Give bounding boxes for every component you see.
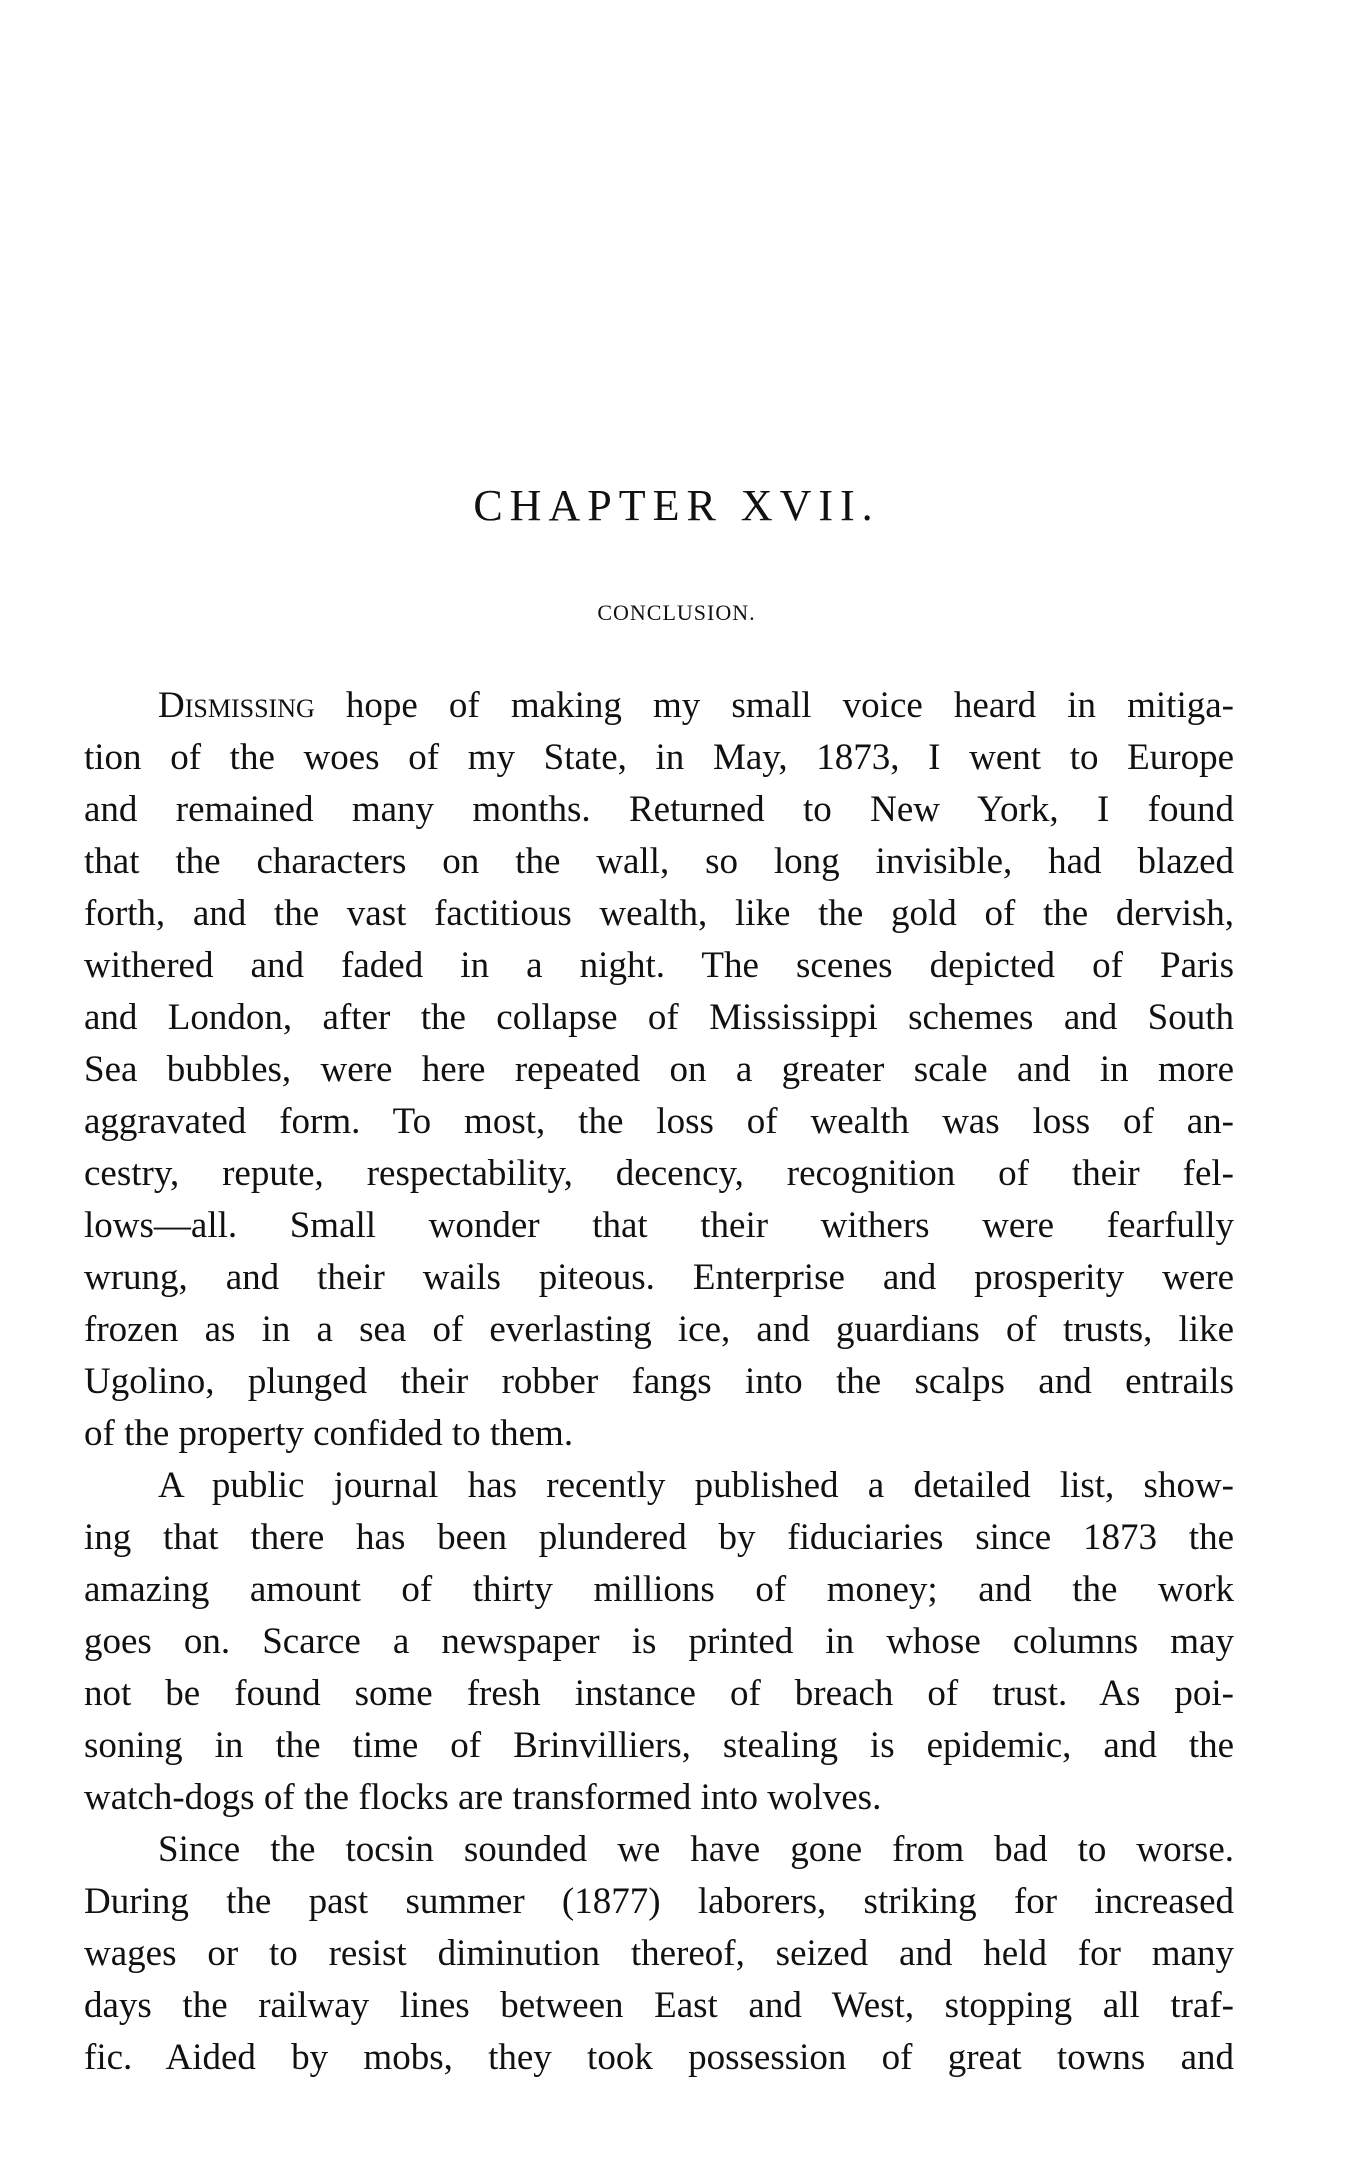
text-line — [84, 1096, 1234, 1148]
line-text: ing that there has been plundered by fiduciaries since 1873 the — [84, 1517, 1234, 1558]
text-line — [84, 1408, 1234, 1460]
text-line — [84, 1304, 1234, 1356]
text-line — [84, 1564, 1234, 1616]
text-line — [84, 1668, 1234, 1720]
line-text: amazing amount of thirty millions of money; and the work — [84, 1569, 1234, 1610]
line-text: of the property confided to them. — [84, 1413, 574, 1454]
text-line — [84, 2032, 1234, 2084]
line-text: forth, and the vast factitious wealth, like the gold of the dervish, — [84, 893, 1234, 934]
line-text: withered and faded in a night. The scenes depicted of Paris — [84, 945, 1234, 986]
line-text: Since the tocsin sounded we have gone from bad to worse. — [158, 1829, 1234, 1870]
text-line — [84, 1252, 1234, 1304]
line-text: wages or to resist diminution thereof, seized and held for many — [84, 1933, 1234, 1974]
line-text: cestry, repute, respectability, decency, recognition of their fel- — [84, 1153, 1234, 1194]
line-text: A public journal has recently published a detailed list, show- — [158, 1465, 1234, 1506]
line-text: tion of the woes of my State, in May, 1873, I went to Europe — [84, 737, 1234, 778]
text-line — [84, 1200, 1234, 1252]
chapter-title: CHAPTER XVII. — [473, 481, 880, 530]
opening-word: Dismissing — [158, 685, 315, 726]
text-line — [84, 1460, 1234, 1512]
text-line — [84, 732, 1234, 784]
text-line — [84, 680, 1234, 732]
line-text: Ugolino, plunged their robber fangs into the scalps and entrails — [84, 1361, 1234, 1402]
text-line — [84, 1928, 1234, 1980]
text-line — [84, 1512, 1234, 1564]
text-line — [84, 1044, 1234, 1096]
line-text: and London, after the collapse of Mississippi schemes and South — [84, 997, 1234, 1038]
line-text: Sea bubbles, were here repeated on a greater scale and in more — [84, 1049, 1234, 1090]
text-line — [84, 992, 1234, 1044]
text-line — [84, 1356, 1234, 1408]
text-line — [84, 1148, 1234, 1200]
line-text: wrung, and their wails piteous. Enterprise and prosperity were — [84, 1257, 1234, 1298]
line-text: days the railway lines between East and West, stopping all traf- — [84, 1985, 1234, 2026]
line-text: and remained many months. Returned to New York, I found — [84, 789, 1234, 830]
text-line — [84, 1720, 1234, 1772]
line-text: lows—all. Small wonder that their withers were fearfully — [84, 1205, 1234, 1246]
line-text: that the characters on the wall, so long invisible, had blazed — [84, 841, 1234, 882]
chapter-subtitle: CONCLUSION. — [597, 600, 756, 625]
text-line — [84, 784, 1234, 836]
text-line — [84, 1772, 1234, 1824]
text-line — [84, 1824, 1234, 1876]
text-line — [84, 1980, 1234, 2032]
line-text: During the past summer (1877) laborers, striking for increased — [84, 1881, 1234, 1922]
line-text: aggravated form. To most, the loss of wealth was loss of an- — [84, 1101, 1234, 1142]
line-text: fic. Aided by mobs, they took possession of great towns and — [84, 2037, 1234, 2078]
text-line — [84, 1876, 1234, 1928]
line-text: goes on. Scarce a newspaper is printed in whose columns may — [84, 1621, 1234, 1662]
text-line — [84, 888, 1234, 940]
body-text — [84, 680, 1234, 2084]
line-text: frozen as in a sea of everlasting ice, and guardians of trusts, like — [84, 1309, 1234, 1350]
line-text: watch-dogs of the flocks are transformed into wolves. — [84, 1777, 882, 1818]
line-text: not be found some fresh instance of breach of trust. As poi- — [84, 1673, 1234, 1714]
line-text: hope of making my small voice heard in mitiga- — [314, 685, 1234, 726]
text-line — [84, 940, 1234, 992]
text-line — [84, 836, 1234, 888]
line-text: soning in the time of Brinvilliers, stealing is epidemic, and the — [84, 1725, 1234, 1766]
text-line — [84, 1616, 1234, 1668]
